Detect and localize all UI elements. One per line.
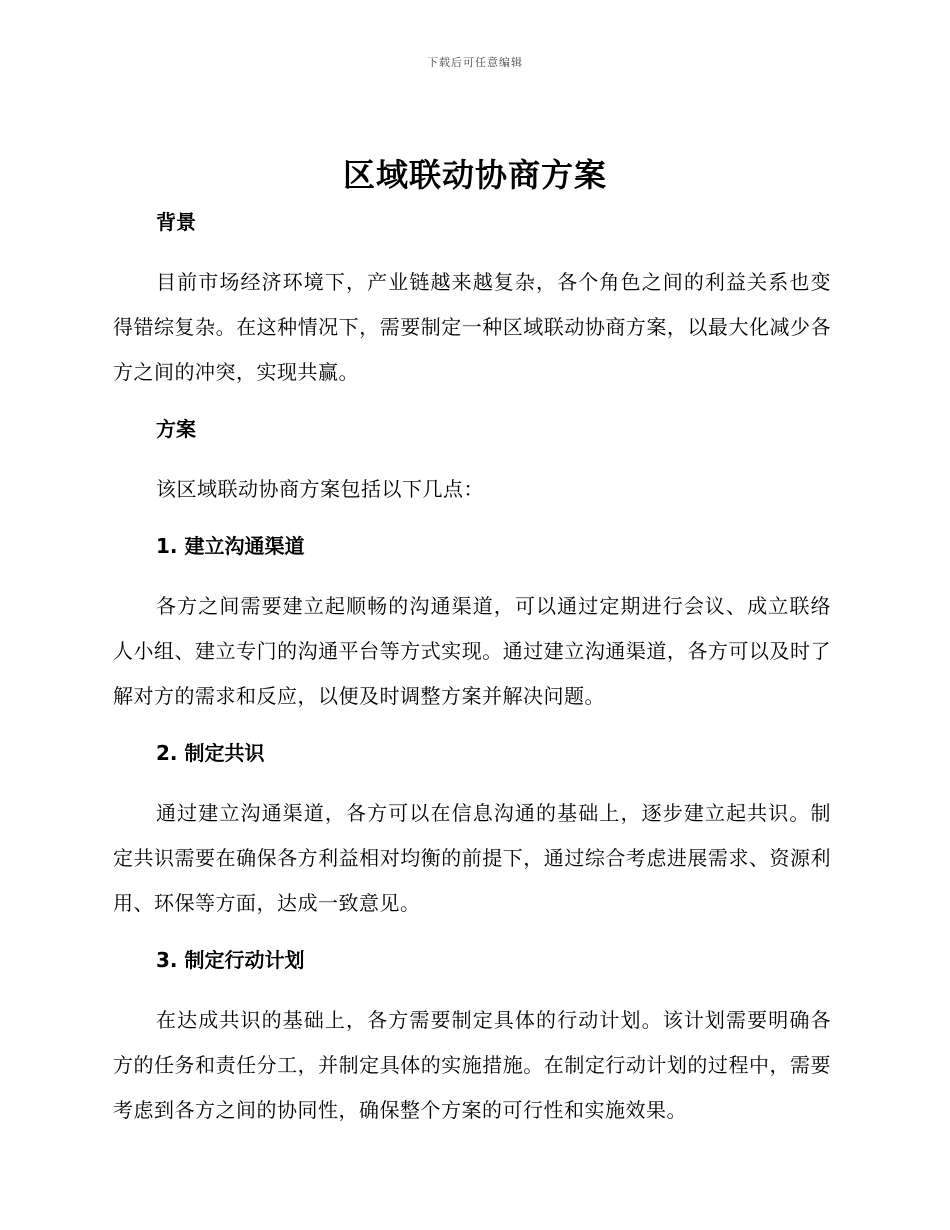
section-paragraph-point-2: 通过建立沟通渠道，各方可以在信息沟通的基础上，逐步建立起共识。制定共识需要在确保各方利益相对均衡的前提下，通过综合考虑进展需求、资源利用、环保等方面，达成一致意见。: [113, 801, 831, 915]
section-point-2: [113, 735, 831, 942]
section-paragraph-background: 目前市场经济环境下，产业链越来越复杂，各个角色之间的利益关系也变得错综复杂。在这种情况下，需要制定一种区域联动协商方案，以最大化减少各方之间的冲突，实现共赢。: [113, 270, 831, 384]
document-body: [113, 204, 831, 1133]
document-title: 区域联动协商方案: [342, 156, 607, 194]
section-paragraph-point-1: 各方之间需要建立起顺畅的沟通渠道，可以通过定期进行会议、成立联络人小组、建立专门的沟通平台等方式实现。通过建立沟通渠道，各方可以及时了解对方的需求和反应，以便及时调整方案并解决问题。: [113, 594, 831, 708]
section-heading-background: 背景: [156, 210, 196, 234]
section-paragraph-plan: 该区域联动协商方案包括以下几点：: [156, 477, 484, 501]
section-paragraph-point-3: 在达成共识的基础上，各方需要制定具体的行动计划。该计划需要明确各方的任务和责任分工，并制定具体的实施措施。在制定行动计划的过程中，需要考虑到各方之间的协同性，确保整个方案的可行性和实施效果。: [113, 1008, 831, 1122]
section-heading-point-1: 1. 建立沟通渠道: [156, 534, 305, 558]
section-heading-plan: 方案: [156, 417, 196, 441]
section-plan: [113, 411, 831, 528]
section-point-3: [113, 942, 831, 1133]
header-note: 下载后可任意编辑: [427, 56, 523, 69]
section-point-1: [113, 528, 831, 735]
section-heading-point-3: 3. 制定行动计划: [156, 948, 305, 972]
section-heading-point-2: 2. 制定共识: [156, 741, 265, 765]
section-background: [113, 204, 831, 411]
